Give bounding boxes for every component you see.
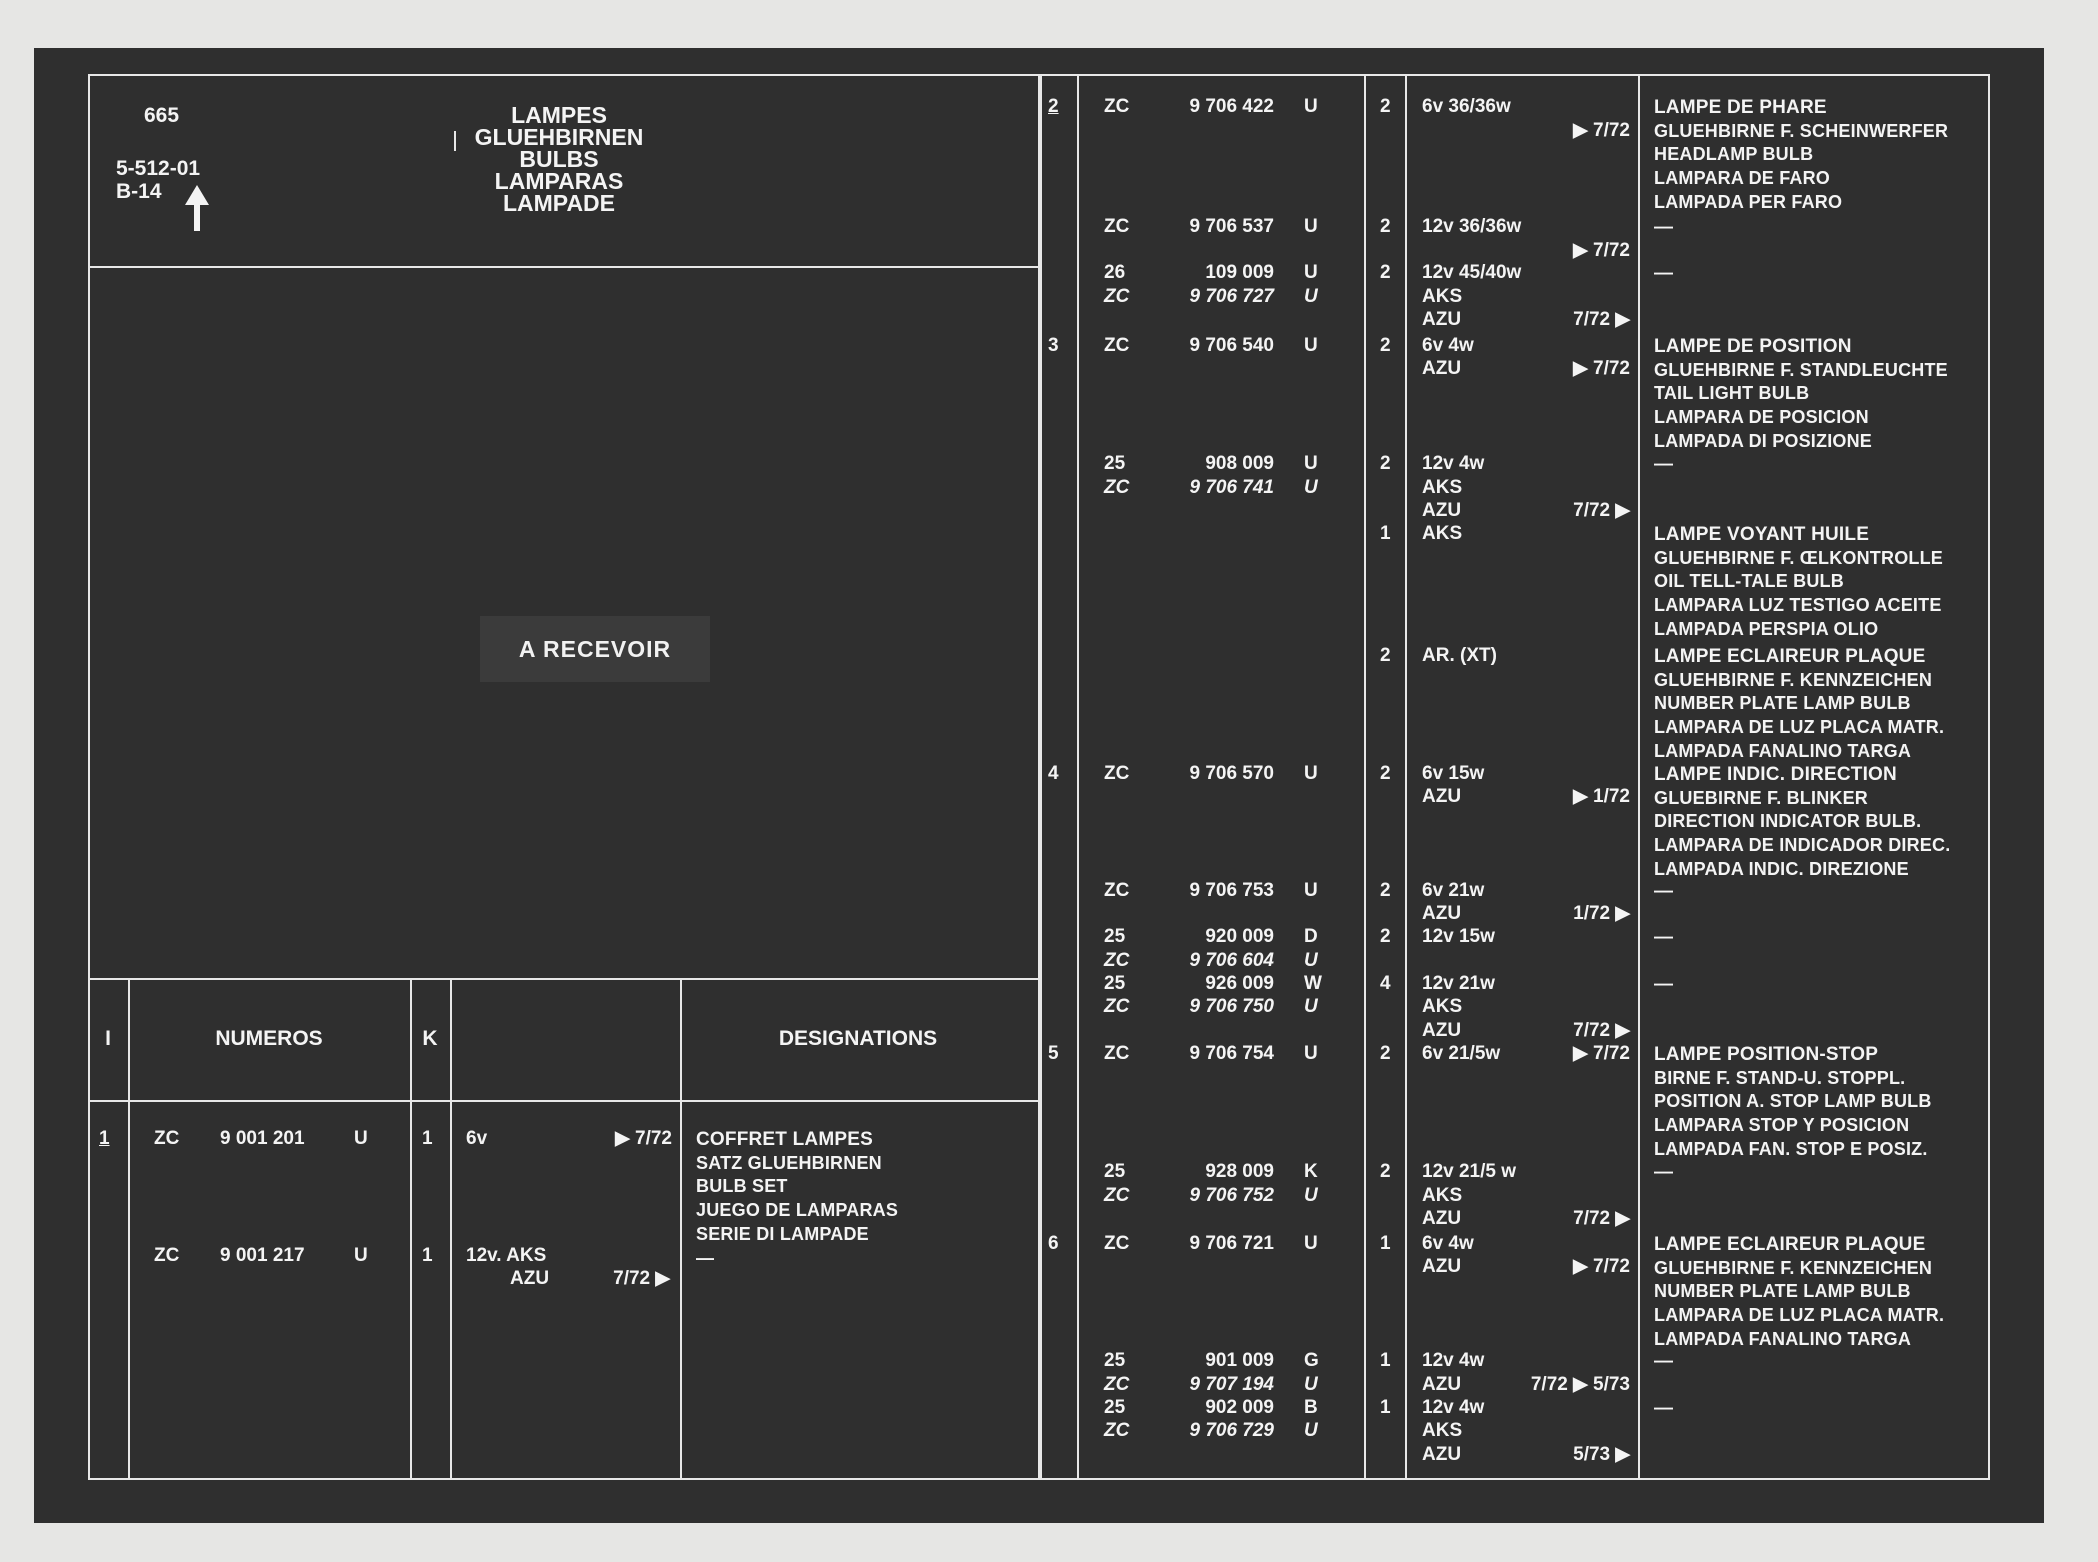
part-prefix: ZC — [1104, 286, 1130, 307]
spec: 12v 4w — [1422, 453, 1485, 474]
page-number: 665 — [144, 104, 180, 127]
up-arrow-icon — [182, 185, 212, 231]
col-rule-4 — [680, 978, 682, 1478]
part-prefix: ZC — [1104, 96, 1130, 117]
item-index: 2 — [1048, 96, 1059, 117]
header-divider — [88, 266, 1040, 268]
designation: LAMPE ECLAIREUR PLAQUE GLUEHBIRNE F. KENNZEICHEN NUMBER PLATE LAMP BULB LAMPARA DE LUZ PLACA MATR. LAMPADA FANALINO TARGA — [1654, 1234, 1945, 1349]
part-number: 9 001 217 — [220, 1245, 305, 1266]
part-suffix: U — [1304, 96, 1318, 117]
quantity: 2 — [1380, 96, 1391, 117]
quantity: 2 — [1380, 262, 1391, 283]
part-prefix: 26 — [1104, 262, 1126, 283]
spec: 12v 4w — [1422, 1350, 1485, 1371]
part-prefix: ZC — [1104, 1185, 1130, 1206]
date-range: 7/72 ▶ 5/73 — [1530, 1374, 1630, 1395]
item-index: 4 — [1048, 763, 1059, 784]
quantity: 2 — [1380, 645, 1391, 666]
part-number: 9 706 727 — [1189, 286, 1274, 307]
designation: LAMPE POSITION-STOP BIRNE F. STAND-U. STOPPL. POSITION A. STOP LAMP BULB LAMPARA STOP Y POSICION LAMPADA FAN. STOP E POSIZ. — [1654, 1044, 1932, 1159]
date-range: 7/72 ▶ — [1573, 1020, 1630, 1041]
designation: LAMPE INDIC. DIRECTION GLUEBIRNE F. BLINKER DIRECTION INDICATOR BULB. LAMPARA DE INDICADOR DIREC. LAMPADA INDIC. DIREZIONE — [1654, 764, 1951, 879]
spec: 12v 4w — [1422, 1397, 1485, 1418]
part-prefix: 25 — [1104, 453, 1126, 474]
part-prefix: ZC — [1104, 1233, 1130, 1254]
designation: — — [1654, 454, 1674, 475]
part-suffix: U — [1304, 1233, 1318, 1254]
spec: AZU — [1422, 1374, 1462, 1395]
part-prefix: ZC — [1104, 1043, 1130, 1064]
part-number: 926 009 — [1205, 973, 1274, 994]
part-prefix: ZC — [1104, 950, 1130, 971]
column-header-index: I — [105, 1027, 111, 1050]
spec: 12v 21/5 w — [1422, 1161, 1517, 1182]
item-index: 6 — [1048, 1233, 1059, 1254]
part-suffix: U — [1304, 1043, 1318, 1064]
part-prefix: ZC — [1104, 996, 1130, 1017]
right-col-rule-2 — [1364, 74, 1366, 1478]
part-prefix: ZC — [154, 1245, 180, 1266]
designation: — — [1654, 1162, 1674, 1183]
part-suffix: U — [1304, 1420, 1318, 1441]
part-prefix: 25 — [1104, 1350, 1126, 1371]
quantity: 1 — [1380, 1233, 1391, 1254]
part-number: 9 706 750 — [1189, 996, 1274, 1017]
col-rule-3 — [450, 978, 452, 1478]
part-number: 9 706 604 — [1189, 950, 1274, 971]
spec: 12v 45/40w — [1422, 262, 1522, 283]
date-range: ▶ 7/72 — [1573, 1043, 1630, 1064]
part-suffix: U — [1304, 996, 1318, 1017]
reference-subcode: B-14 — [116, 180, 162, 203]
right-col-rule-3 — [1405, 74, 1407, 1478]
part-number: 9 706 754 — [1189, 1043, 1274, 1064]
spec: 12v. AKS — [466, 1245, 547, 1266]
column-header-rule — [88, 1100, 1040, 1102]
spec: AKS — [1422, 286, 1463, 307]
spec: 6v 15w — [1422, 763, 1485, 784]
part-suffix: W — [1304, 973, 1322, 994]
spec: AZU — [1422, 1444, 1462, 1465]
spec: AZU — [510, 1268, 550, 1289]
spec: 12v 21w — [1422, 973, 1495, 994]
part-number: 109 009 — [1205, 262, 1274, 283]
part-suffix: B — [1304, 1397, 1318, 1418]
quantity: 1 — [1380, 1350, 1391, 1371]
spec: AZU — [1422, 309, 1462, 330]
date-range: 7/72 ▶ — [1573, 500, 1630, 521]
column-header-designations: DESIGNATIONS — [778, 1027, 938, 1050]
quantity: 1 — [422, 1128, 433, 1149]
part-suffix: U — [354, 1245, 368, 1266]
part-suffix: U — [1304, 763, 1318, 784]
date-range: 7/72 ▶ — [613, 1268, 670, 1289]
designation: LAMPE DE PHARE GLUEHBIRNE F. SCHEINWERFER HEADLAMP BULB LAMPARA DE FARO LAMPADA PER FARO — [1654, 97, 1949, 212]
part-number: 9 706 422 — [1189, 96, 1274, 117]
spec: AR. (XT) — [1422, 645, 1497, 666]
spec: AZU — [1422, 500, 1462, 521]
table-top-rule — [88, 978, 1040, 980]
spec: AZU — [1422, 786, 1462, 807]
designation: LAMPE ECLAIREUR PLAQUE GLUEHBIRNE F. KENNZEICHEN NUMBER PLATE LAMP BULB LAMPARA DE LUZ PLACA MATR. LAMPADA FANALINO TARGA — [1654, 646, 1945, 761]
part-prefix: 25 — [1104, 926, 1126, 947]
part-prefix: 25 — [1104, 1397, 1126, 1418]
part-suffix: U — [1304, 335, 1318, 356]
part-suffix: D — [1304, 926, 1318, 947]
spec: AKS — [1422, 523, 1463, 544]
quantity: 1 — [1380, 1397, 1391, 1418]
part-prefix: ZC — [1104, 335, 1130, 356]
quantity: 2 — [1380, 216, 1391, 237]
date-range: ▶ 1/72 — [1573, 786, 1630, 807]
part-number: 9 706 729 — [1189, 1420, 1274, 1441]
spec: 6v 21/5w — [1422, 1043, 1501, 1064]
date-range: 1/72 ▶ — [1573, 903, 1630, 924]
part-number: 9 706 741 — [1189, 477, 1274, 498]
part-suffix: U — [1304, 1185, 1318, 1206]
part-prefix: ZC — [1104, 880, 1130, 901]
catalogue-title: LAMPES GLUEHBIRNEN BULBS LAMPARAS LAMPADE — [474, 102, 644, 216]
part-number: 908 009 — [1205, 453, 1274, 474]
item-index: 5 — [1048, 1043, 1059, 1064]
part-suffix: U — [1304, 477, 1318, 498]
part-number: 920 009 — [1205, 926, 1274, 947]
part-number: 9 706 570 — [1189, 763, 1274, 784]
part-prefix: ZC — [1104, 477, 1130, 498]
column-header-qty: K — [422, 1027, 438, 1050]
part-prefix: ZC — [1104, 1420, 1130, 1441]
date-range: ▶ 7/72 — [615, 1128, 672, 1149]
quantity: 2 — [1380, 453, 1391, 474]
col-rule-1 — [128, 978, 130, 1478]
spec: 12v 15w — [1422, 926, 1495, 947]
title-mark — [454, 131, 456, 151]
col-rule-2 — [410, 978, 412, 1478]
quantity: 2 — [1380, 1043, 1391, 1064]
designation: — — [1654, 217, 1674, 238]
part-number: 902 009 — [1205, 1397, 1274, 1418]
part-suffix: G — [1304, 1350, 1319, 1371]
reference-code: 5-512-01 — [116, 157, 201, 180]
designation: — — [1654, 1398, 1674, 1419]
part-prefix: ZC — [1104, 763, 1130, 784]
right-col-rule-4 — [1638, 74, 1640, 1478]
spec: AKS — [1422, 996, 1463, 1017]
part-prefix: ZC — [154, 1128, 180, 1149]
designation: — — [1654, 974, 1674, 995]
part-suffix: U — [1304, 1374, 1318, 1395]
spec: 12v 36/36w — [1422, 216, 1522, 237]
quantity: 2 — [1380, 1161, 1391, 1182]
part-number: 9 706 721 — [1189, 1233, 1274, 1254]
placeholder-panel: A RECEVOIR — [480, 616, 710, 682]
parts-catalogue-card — [34, 48, 2044, 1523]
date-range: ▶ 7/72 — [1573, 120, 1630, 141]
part-prefix: 25 — [1104, 973, 1126, 994]
designation: — — [1654, 927, 1674, 948]
part-number: 9 001 201 — [220, 1128, 305, 1149]
spec: AZU — [1422, 358, 1462, 379]
date-range: ▶ 7/72 — [1573, 358, 1630, 379]
spec: AZU — [1422, 1020, 1462, 1041]
quantity: 1 — [1380, 523, 1391, 544]
spec: 6v 4w — [1422, 1233, 1474, 1254]
quantity: 1 — [422, 1245, 433, 1266]
designation: — — [1654, 263, 1674, 284]
item-index: 1 — [99, 1128, 110, 1149]
spec: AKS — [1422, 1420, 1463, 1441]
part-number: 9 706 752 — [1189, 1185, 1274, 1206]
spec: AKS — [1422, 1185, 1463, 1206]
part-prefix: ZC — [1104, 216, 1130, 237]
date-range: 7/72 ▶ — [1573, 1208, 1630, 1229]
quantity: 2 — [1380, 880, 1391, 901]
part-suffix: K — [1304, 1161, 1318, 1182]
designation: COFFRET LAMPES SATZ GLUEHBIRNEN BULB SET JUEGO DE LAMPARAS SERIE DI LAMPADE — — [696, 1129, 899, 1268]
quantity: 2 — [1380, 335, 1391, 356]
part-number: 9 706 753 — [1189, 880, 1274, 901]
designation: — — [1654, 1351, 1674, 1372]
spec: 6v 4w — [1422, 335, 1474, 356]
part-suffix: U — [1304, 216, 1318, 237]
left-panel-frame — [88, 74, 1042, 1480]
spec: AKS — [1422, 477, 1463, 498]
right-col-rule-1 — [1077, 74, 1079, 1478]
quantity: 2 — [1380, 926, 1391, 947]
part-number: 928 009 — [1205, 1161, 1274, 1182]
part-suffix: U — [1304, 950, 1318, 971]
part-number: 901 009 — [1205, 1350, 1274, 1371]
spec: AZU — [1422, 1208, 1462, 1229]
quantity: 4 — [1380, 973, 1391, 994]
spec: AZU — [1422, 1256, 1462, 1277]
part-suffix: U — [1304, 453, 1318, 474]
part-suffix: U — [1304, 880, 1318, 901]
date-range: ▶ 7/72 — [1573, 1256, 1630, 1277]
quantity: 2 — [1380, 763, 1391, 784]
part-number: 9 706 540 — [1189, 335, 1274, 356]
designation: — — [1654, 881, 1674, 902]
part-prefix: ZC — [1104, 1374, 1130, 1395]
part-suffix: U — [354, 1128, 368, 1149]
part-number: 9 707 194 — [1189, 1374, 1274, 1395]
designation: LAMPE VOYANT HUILE GLUEHBIRNE F. ŒLKONTROLLE OIL TELL-TALE BULB LAMPARA LUZ TESTIGO ACEITE LAMPADA PERSPIA OLIO — [1654, 524, 1943, 639]
part-suffix: U — [1304, 286, 1318, 307]
part-prefix: 25 — [1104, 1161, 1126, 1182]
part-suffix: U — [1304, 262, 1318, 283]
column-header-numeros: NUMEROS — [215, 1027, 323, 1050]
spec: 6v — [466, 1128, 488, 1149]
date-range: 5/73 ▶ — [1573, 1444, 1630, 1465]
date-range: 7/72 ▶ — [1573, 309, 1630, 330]
part-number: 9 706 537 — [1189, 216, 1274, 237]
designation: LAMPE DE POSITION GLUEHBIRNE F. STANDLEUCHTE TAIL LIGHT BULB LAMPARA DE POSICION LAMPADA DI POSIZIONE — [1654, 336, 1948, 451]
item-index: 3 — [1048, 335, 1059, 356]
spec: AZU — [1422, 903, 1462, 924]
spec: 6v 36/36w — [1422, 96, 1511, 117]
spec: 6v 21w — [1422, 880, 1485, 901]
date-range: ▶ 7/72 — [1573, 240, 1630, 261]
